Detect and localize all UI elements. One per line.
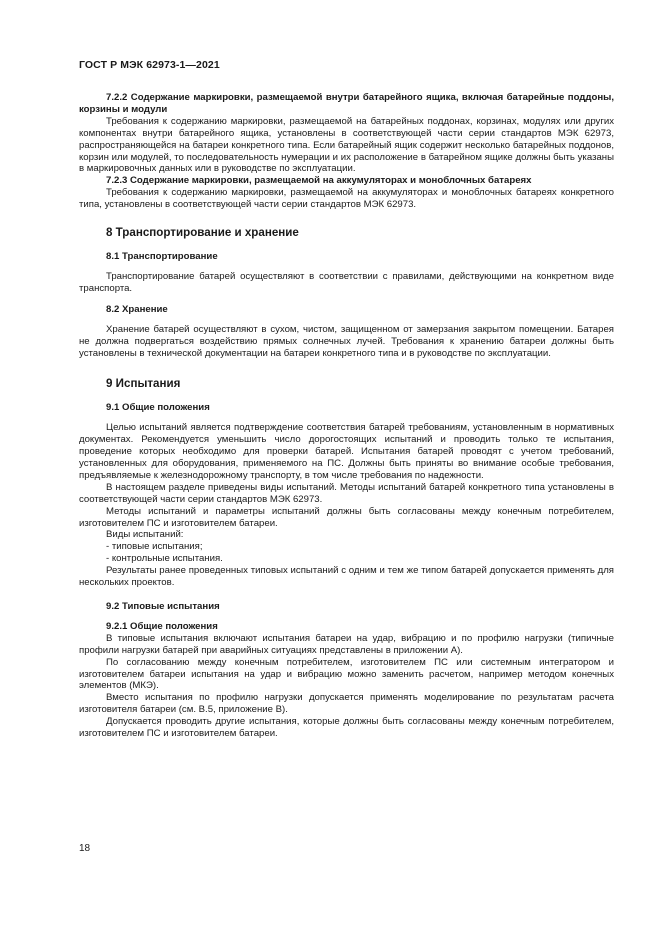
section-8-title: 8 Транспортирование и хранение [106,226,299,240]
section-8-1-title: 8.1 Транспортирование [106,251,218,263]
section-7-2-3-title: 7.2.3 Содержание маркировки, размещаемой на аккумуляторах и моноблочных батареях [106,175,532,187]
section-9-1-paragraph: Результаты ранее проведенных типовых испытаний с одним и тем же типом батарей допускается применять для нескольких проектов. [79,565,614,589]
list-item: - типовые испытания; [106,541,203,553]
section-9-2-title: 9.2 Типовые испытания [106,601,220,612]
section-9-1-paragraph: Методы испытаний и параметры испытаний должны быть согласованы между конечным потребителем, изготовителем ПС и изготовителем батареи. [79,505,614,529]
page-number: 18 [79,843,91,854]
section-9-2-1-paragraph: Допускается проводить другие испытания, которые должны быть согласованы между конечным потребителем, изготовителем ПС и изготовителем батареи. [79,716,614,740]
section-9-1-title: 9.1 Общие положения [106,402,210,414]
section-9-2-1-paragraph: По согласованию между конечным потребителем, изготовителем ПС или системным интегратором и изготовителем батареи испытания на удар и вибрацию можно заменить расчетом, например методом конечных элементов (МКЭ). [79,656,614,692]
section-7-2-2-title: 7.2.2 Содержание маркировки, размещаемой внутри батарейного ящика, включая батарейные поддоны, корзины и модули [79,92,614,115]
section-8-2-text: Хранение батарей осуществляют в сухом, чистом, защищенном от замерзания закрытом помещении. Батарея не должна подвергаться воздействию прямых солнечных лучей. Требования к хранению батареи должны быть установлены в технической документации на батареи конкретного типа и в руководстве по эксплуатации. [79,323,614,359]
section-8-1-text: Транспортирование батарей осуществляют в соответствии с правилами, действующими на конкретном виде транспорта. [79,270,614,294]
document-body [79,92,614,740]
list-item: - контрольные испытания. [106,553,223,565]
section-9-1-paragraph: Целью испытаний является подтверждение соответствия батарей требованиям, установленным в нормативных документах. Рекомендуется уменьшить число дорогостоящих испытаний и проводить только те испытания, проведение которых необходимо для проверки батарей. Испытания батарей проводят с учетом требований, установленных для оборудования, применяемого на ПС. Должны быть приняты во внимание особые требования, предъявляемые к железнодорожному транспорту, в том числе требования по надежности. [79,422,614,481]
section-9-2-1-paragraph: Вместо испытания по профилю нагрузки допускается применять моделирование по результатам расчета изготовителя батареи (см. В.5, приложение В). [79,692,614,716]
section-7-2-3-text: Требования к содержанию маркировки, размещаемой на аккумуляторах и моноблочных батареях конкретного типа, установлены в соответствующей части серии стандартов МЭК 62973. [79,187,614,211]
section-8-2-title: 8.2 Хранение [106,303,168,315]
section-9-1-paragraph: В настоящем разделе приведены виды испытаний. Методы испытаний батарей конкретного типа установлены в соответствующей части серии стандартов МЭК 62973. [79,481,614,505]
section-9-2-1-title: 9.2.1 Общие положения [106,620,218,632]
section-9-1-paragraph: Виды испытаний: [106,529,184,541]
section-9-2-1-paragraph: В типовые испытания включают испытания батареи на удар, вибрацию и по профилю нагрузки (типичные профили нагрузки батарей при аварийных ситуациях представлены в приложении А). [79,632,614,656]
section-9-title: 9 Испытания [106,377,181,391]
document-header: ГОСТ Р МЭК 62973-1—2021 [79,59,220,71]
section-7-2-2-text: Требования к содержанию маркировки, размещаемой на батарейных поддонах, корзинах, модулях или других компонентах внутри батарейного ящика, установлены в соответствующей части серии стандартов МЭК 62973, распространяющейся на батареи конкретного типа. Если батарейный ящик содержит несколько батарейных поддонов, корзин или модулей, то последовательность нумерации и их расположение в батарейном ящике должны быть указаны в маркировочных данных или в руководстве по эксплуатации. [79,115,614,175]
